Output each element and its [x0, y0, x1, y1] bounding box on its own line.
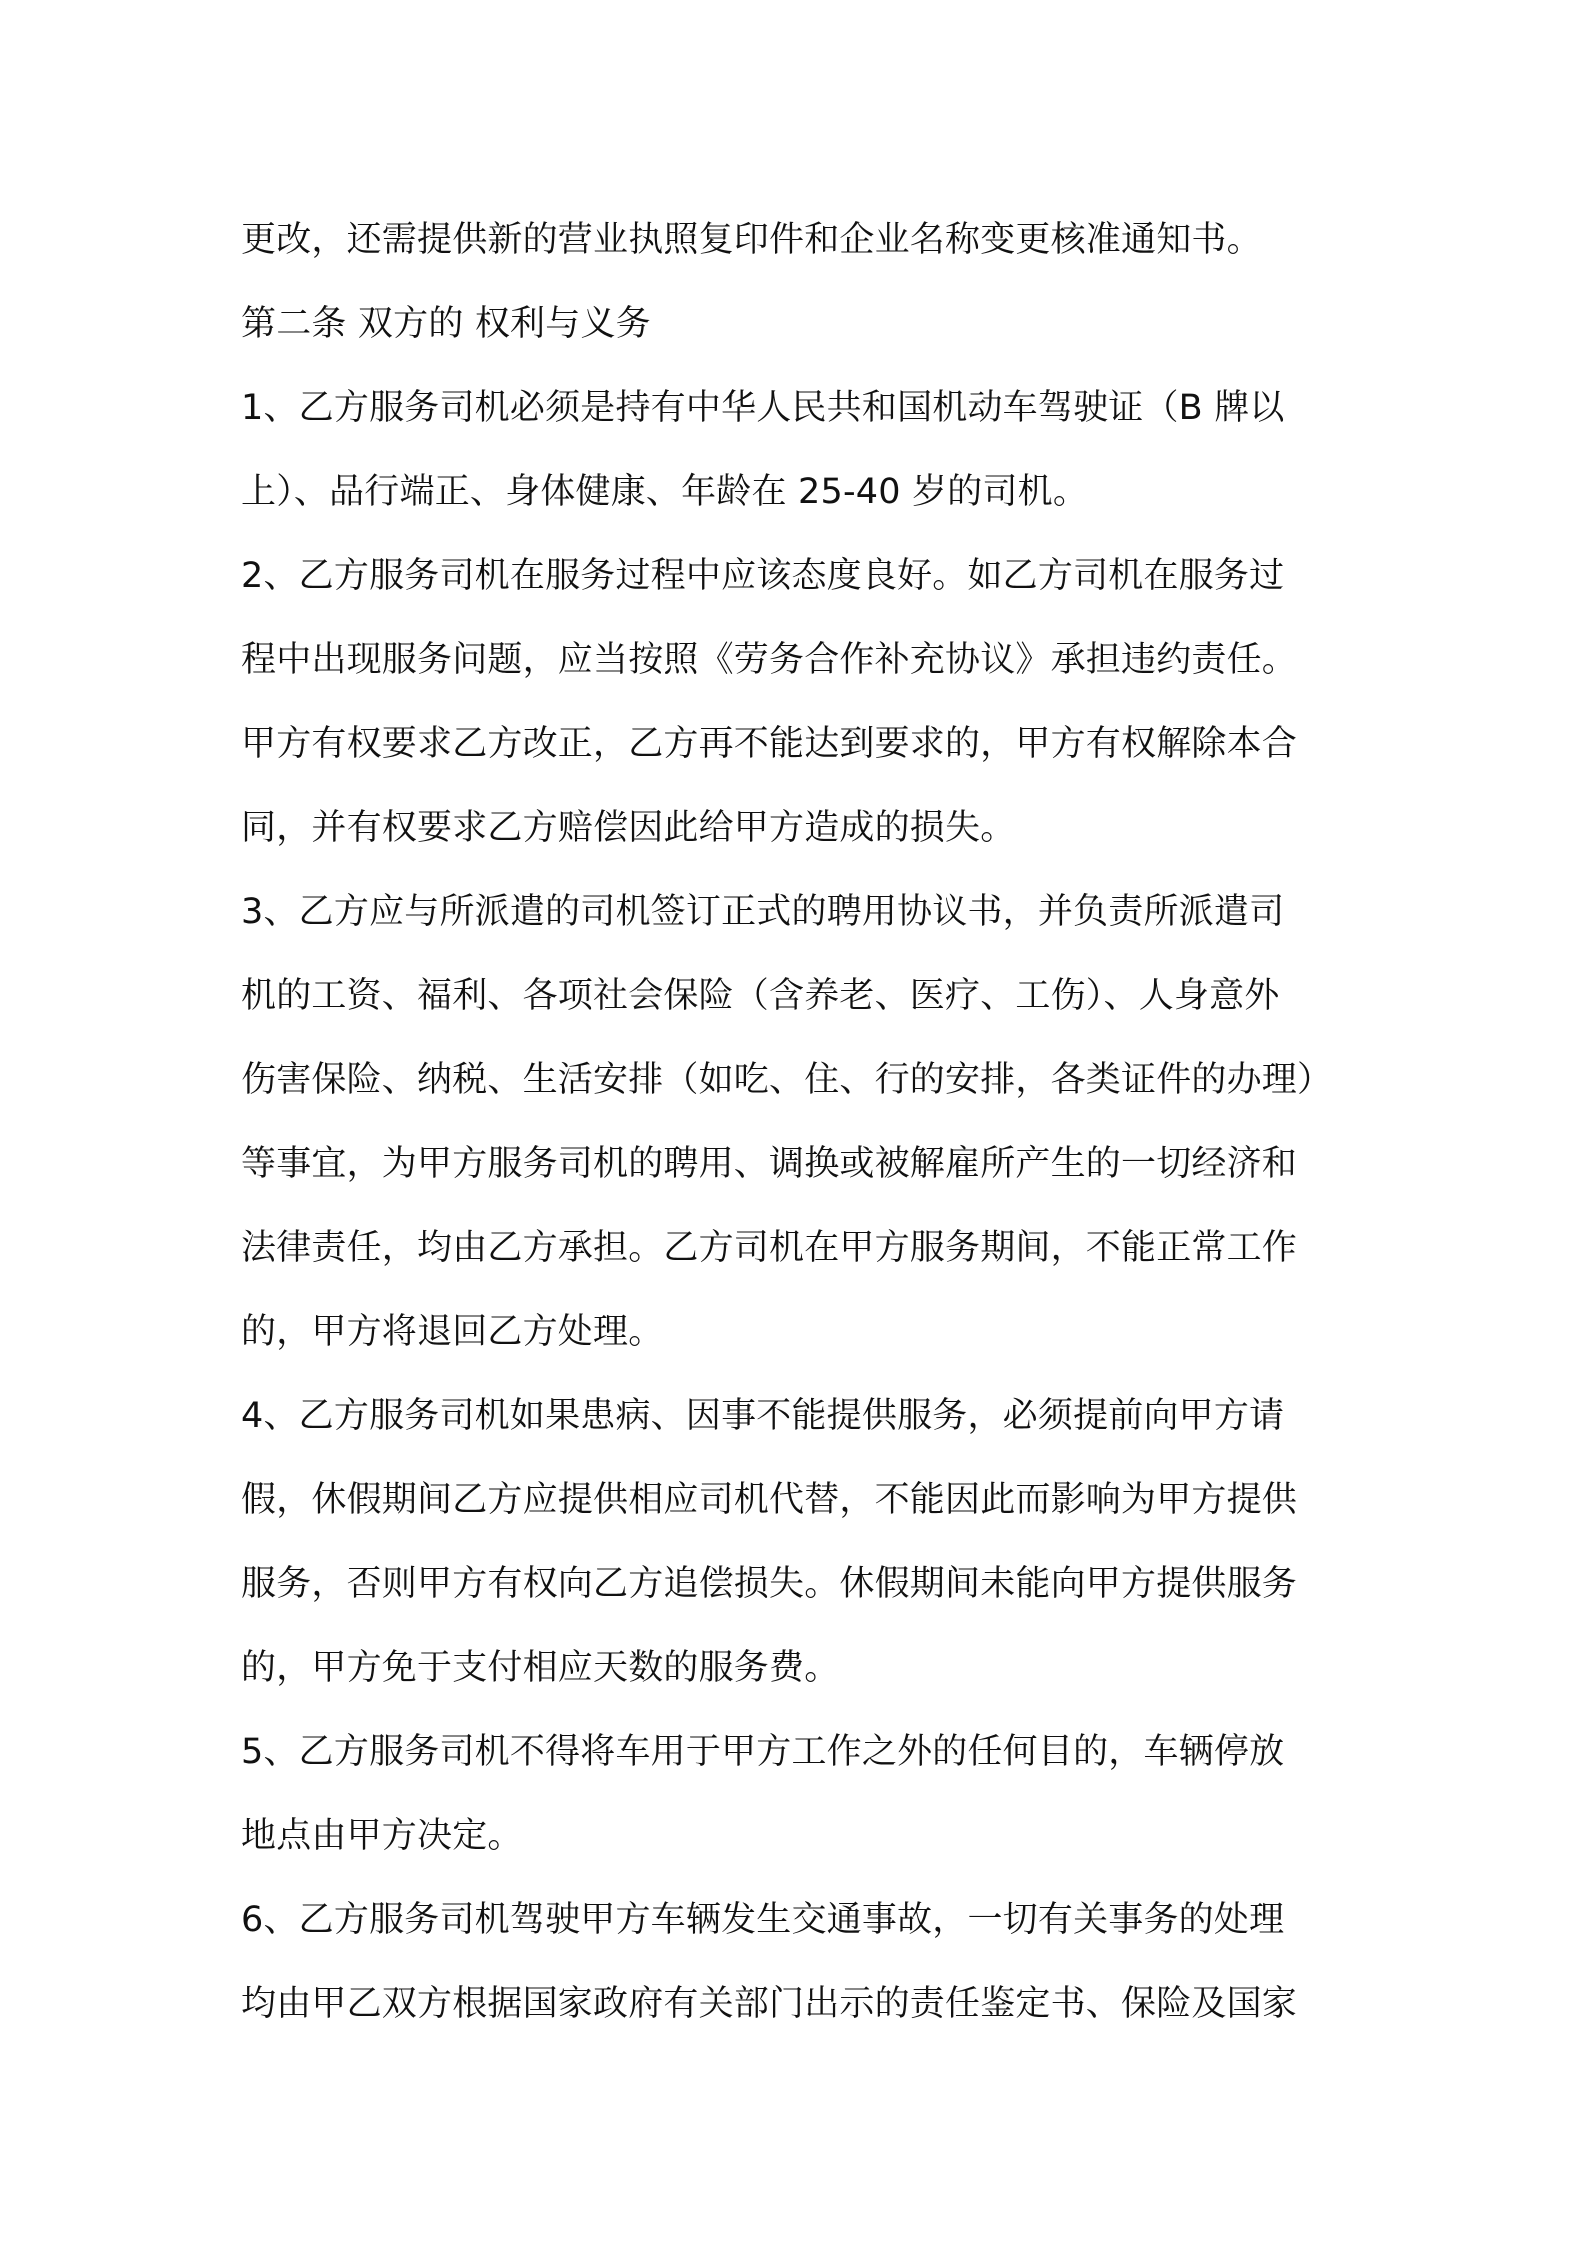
text-line: 机的工资、福利、各项社会保险（含养老、医疗、工伤）、人身意外	[241, 976, 1280, 1016]
text-line: 服务，否则甲方有权向乙方追偿损失。休假期间未能向甲方提供服务	[241, 1564, 1298, 1604]
text-line: 等事宜，为甲方服务司机的聘用、调换或被解雇所产生的一切经济和	[241, 1144, 1298, 1184]
text-line: 地点由甲方决定。	[241, 1816, 523, 1856]
text-line: 4、乙方服务司机如果患病、因事不能提供服务，必须提前向甲方请	[241, 1396, 1285, 1436]
text-line: 3、乙方应与所派遣的司机签订正式的聘用协议书，并负责所派遣司	[241, 892, 1285, 932]
text-line: 伤害保险、纳税、生活安排（如吃、住、行的安排，各类证件的办理）	[241, 1060, 1333, 1100]
text-line: 上）、品行端正、身体健康、年龄在 25-40 岁的司机。	[241, 472, 1089, 512]
text-line: 2、乙方服务司机在服务过程中应该态度良好。如乙方司机在服务过	[241, 556, 1285, 596]
section-heading: 第二条 双方的 权利与义务	[241, 304, 651, 344]
text-line: 均由甲乙双方根据国家政府有关部门出示的责任鉴定书、保险及国家	[241, 1984, 1298, 2024]
text-line: 6、乙方服务司机驾驶甲方车辆发生交通事故，一切有关事务的处理	[241, 1900, 1285, 1940]
text-line: 甲方有权要求乙方改正，乙方再不能达到要求的，甲方有权解除本合	[241, 724, 1298, 764]
text-line: 假，休假期间乙方应提供相应司机代替，不能因此而影响为甲方提供	[241, 1480, 1298, 1520]
text-line: 1、乙方服务司机必须是持有中华人民共和国机动车驾驶证（B 牌以	[241, 388, 1285, 428]
text-line: 的，甲方将退回乙方处理。	[241, 1312, 664, 1352]
text-line: 的，甲方免于支付相应天数的服务费。	[241, 1648, 840, 1688]
text-line: 同，并有权要求乙方赔偿因此给甲方造成的损失。	[241, 808, 1016, 848]
text-line: 更改，还需提供新的营业执照复印件和企业名称变更核准通知书。	[241, 220, 1262, 260]
text-line: 程中出现服务问题，应当按照《劳务合作补充协议》承担违约责任。	[241, 640, 1298, 680]
text-line: 法律责任，均由乙方承担。乙方司机在甲方服务期间，不能正常工作	[241, 1228, 1298, 1268]
document-body	[241, 198, 1351, 2046]
text-line: 5、乙方服务司机不得将车用于甲方工作之外的任何目的，车辆停放	[241, 1732, 1285, 1772]
